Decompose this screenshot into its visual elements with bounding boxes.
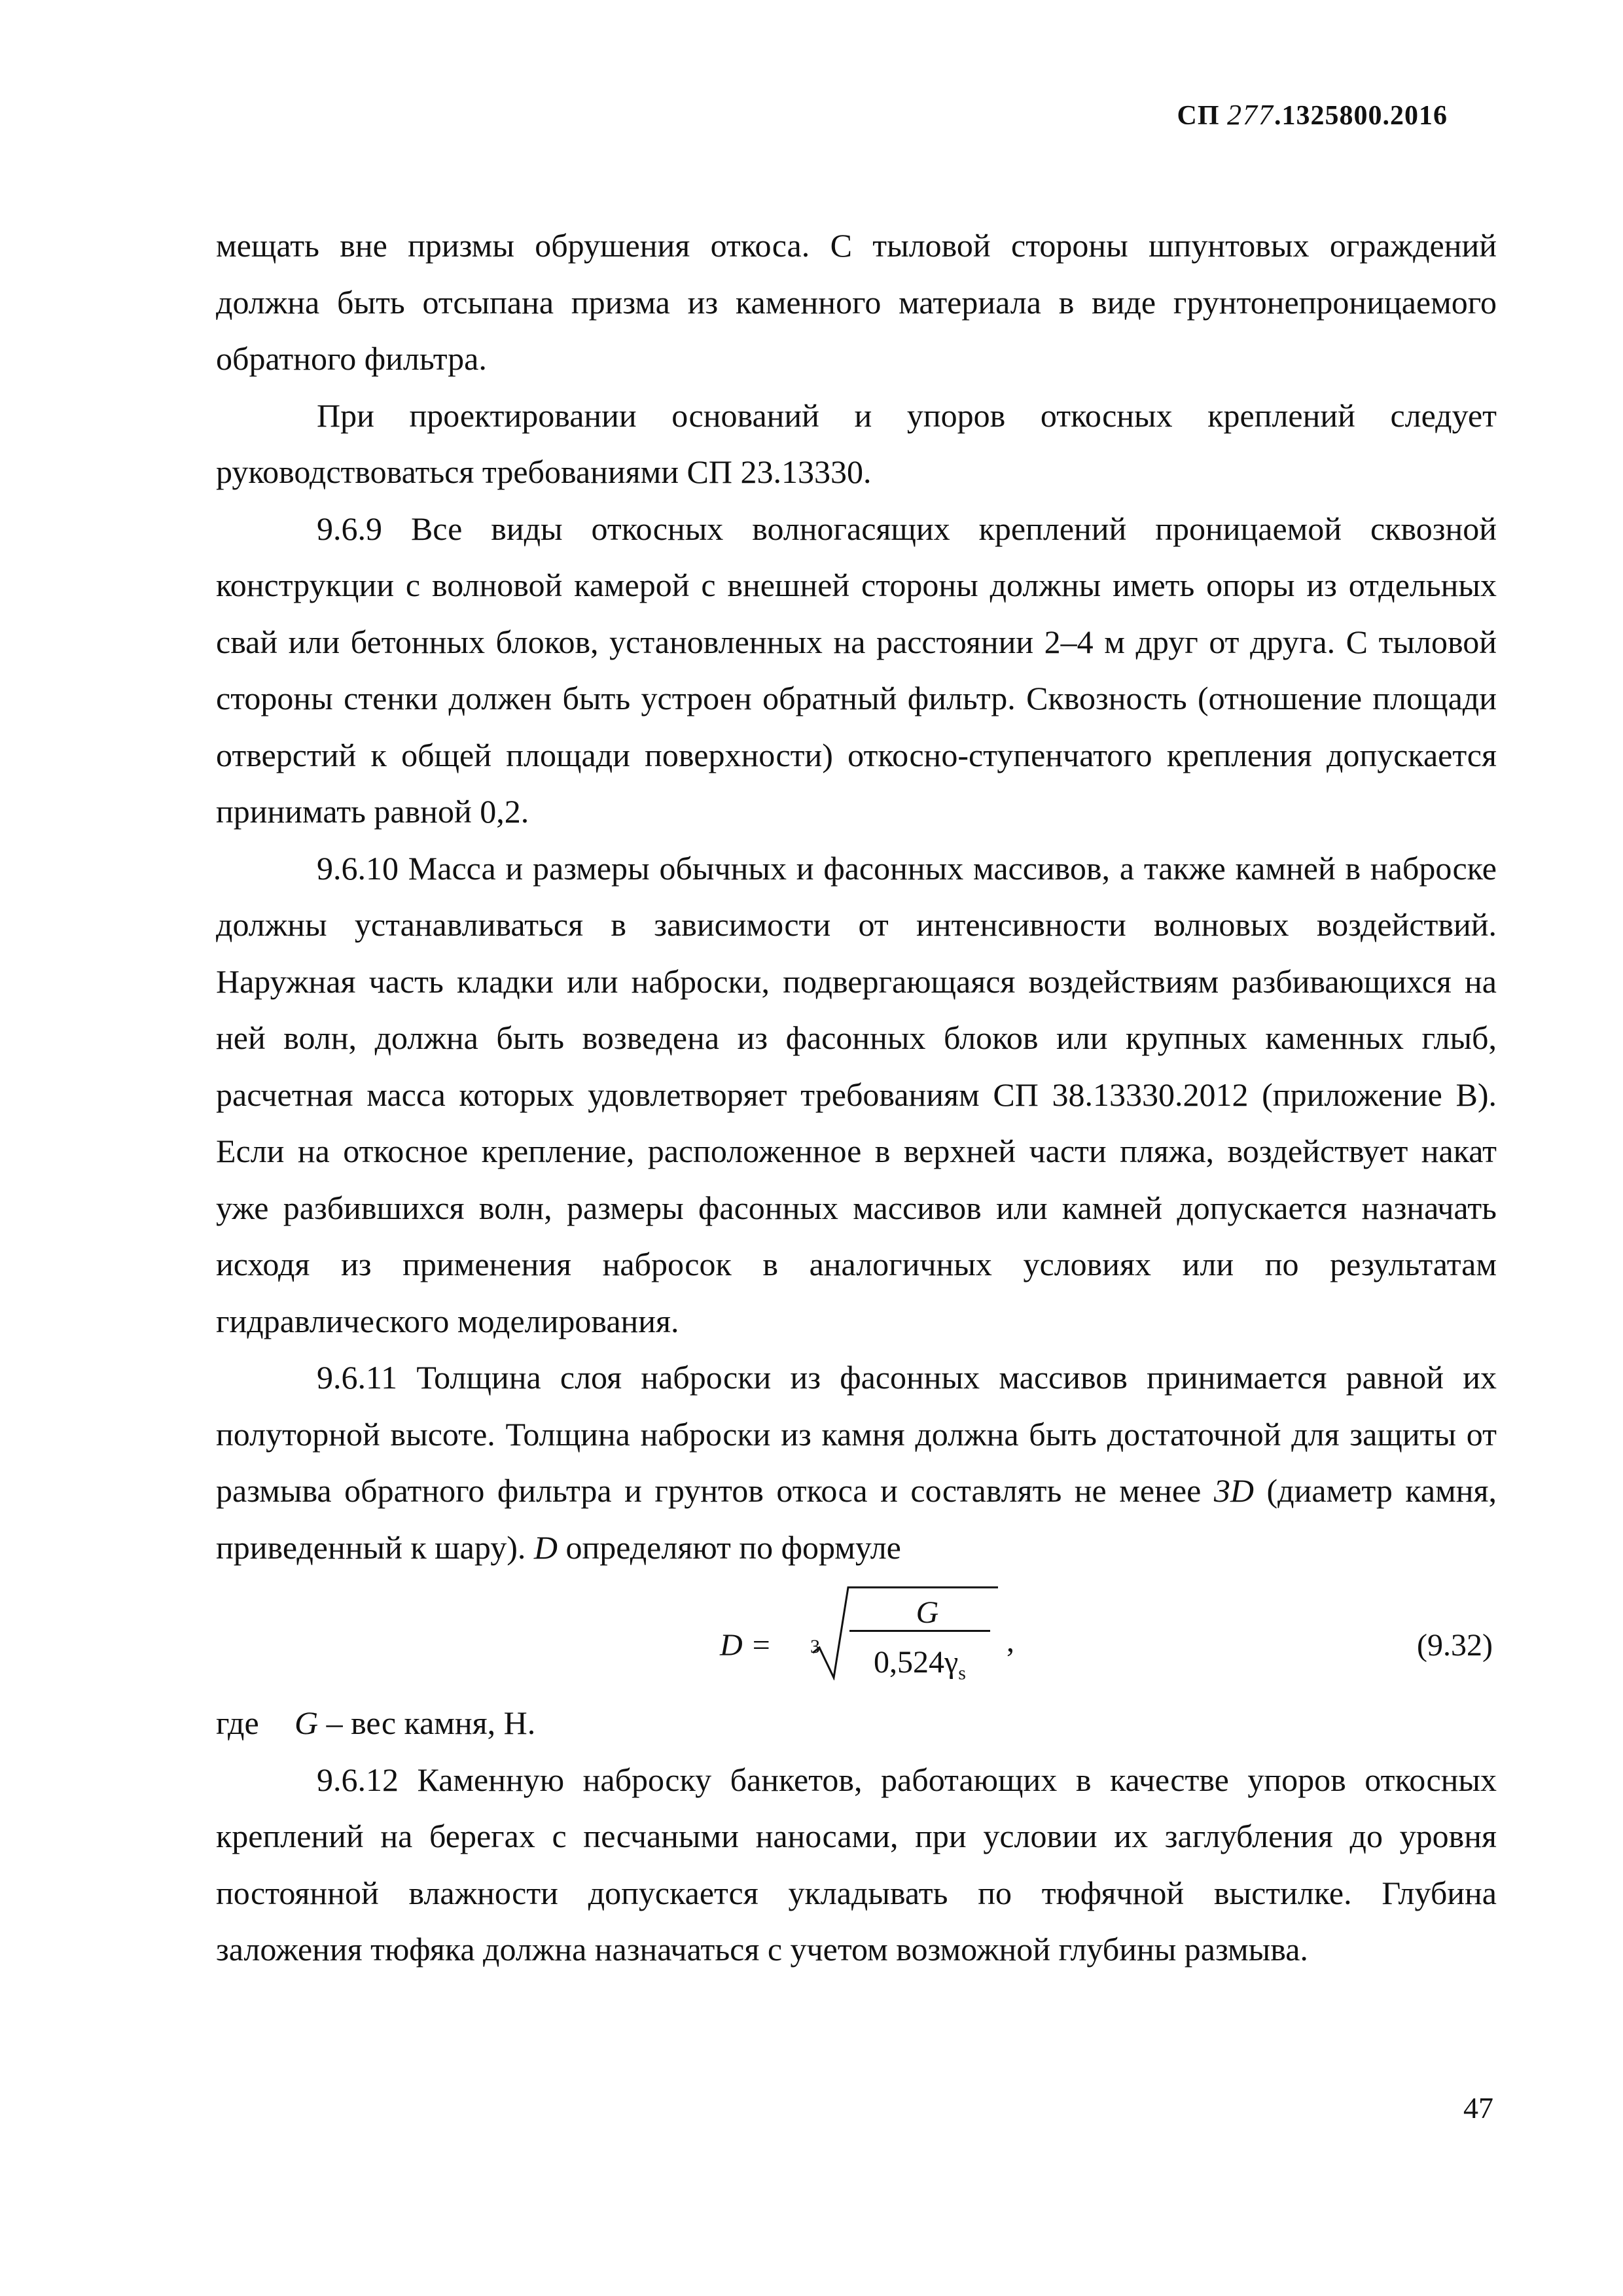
paragraph-9-6-11-text-b: (диаметр камня, приведенный к шару). <box>216 1472 1497 1566</box>
handwritten-document-number: 277 <box>1227 99 1274 131</box>
page-number: 47 <box>1463 2091 1493 2125</box>
header-prefix: СП <box>1177 101 1227 131</box>
symbol-d: D <box>533 1528 558 1566</box>
header-suffix: .1325800.2016 <box>1274 101 1448 131</box>
where-text: – вес камня, Н. <box>318 1704 536 1741</box>
paragraph-continuation: мещать вне призмы обрушения откоса. С тыловой стороны шпунтовых ограждений должна быть отсыпана призма из каменного материала в виде грунтонепроницаемого обратного фильтра. <box>216 227 1497 377</box>
page-body <box>216 217 1497 1978</box>
symbol-g: G <box>294 1704 319 1741</box>
symbol-3d: 3D <box>1213 1472 1254 1509</box>
where-label: где <box>216 1704 259 1741</box>
document-code-header <box>1177 98 1448 132</box>
paragraph-9-6-12: 9.6.12 Каменную наброску банкетов, работающих в качестве упоров откосных креплений на берегах с песчаными наносами, при условии их заглубления до уровня постоянной влажности допускается укладывать по тюфячной выстилке. Глубина заложения тюфяка должна назначаться с учетом возможной глубины размыва. <box>216 1761 1497 1968</box>
formula-9-32-row <box>216 1578 1497 1695</box>
paragraph-9-6-9: 9.6.9 Все виды откосных волногасящих креплений проницаемой сквозной конструкции с волновой камерой с внешней стороны должны иметь опоры из отдельных свай или бетонных блоков, установленных на расстоянии 2–4 м друг от друга. С тыловой стороны стенки должен быть устроен обратный фильтр. Сквозность (отношение площади отверстий к общей площади поверхности) откосно-ступенчатого крепления допускается принимать равной 0,2. <box>216 510 1497 830</box>
formula-numerator: G <box>916 1595 939 1630</box>
formula-denominator: $0,524\gamma_s$ <box>874 1645 966 1684</box>
formula-comma: , <box>1007 1624 1014 1659</box>
equation-number: (9.32) <box>1417 1628 1493 1663</box>
formula-lhs: D = <box>720 1628 772 1663</box>
paragraph-9-6-11 <box>216 1349 1497 1576</box>
fraction-bar <box>849 1630 990 1632</box>
formula-explanation <box>216 1695 1497 1752</box>
paragraph-9-6-10: 9.6.10 Масса и размеры обычных и фасонных массивов, а также камней в наброске должны устанавливаться в зависимости от интенсивности волновых воздействий. Наружная часть кладки или наброски, подвергающаяся воздействиям разбивающихся на ней волн, должна быть возведена из фасонных блоков или крупных каменных глыб, расчетная масса которых удовлетворяет требованиям СП 38.13330.2012 (приложение В). Если на откосное крепление, расположенное в верхней части пляжа, воздействует накат уже разбившихся волн, размеры фасонных массивов или камней допускается назначать исходя из применения набросок в аналогичных условиях или по результатам гидравлического моделирования. <box>216 849 1497 1339</box>
cube-root-index: 3 <box>810 1636 820 1657</box>
paragraph-foundations: При проектировании оснований и упоров откосных креплений следует руководствоваться требованиями СП 23.13330. <box>216 397 1497 490</box>
paragraph-9-6-11-text-a: 9.6.11 Толщина слоя наброски из фасонных массивов принимается равной их полуторной высоте. Толщина наброски из камня должна быть достаточной для защиты от размыва обратного фильтра и грунтов откоса и составлять не менее <box>216 1359 1497 1509</box>
paragraph-9-6-11-text-c: определяют по формуле <box>557 1528 901 1566</box>
